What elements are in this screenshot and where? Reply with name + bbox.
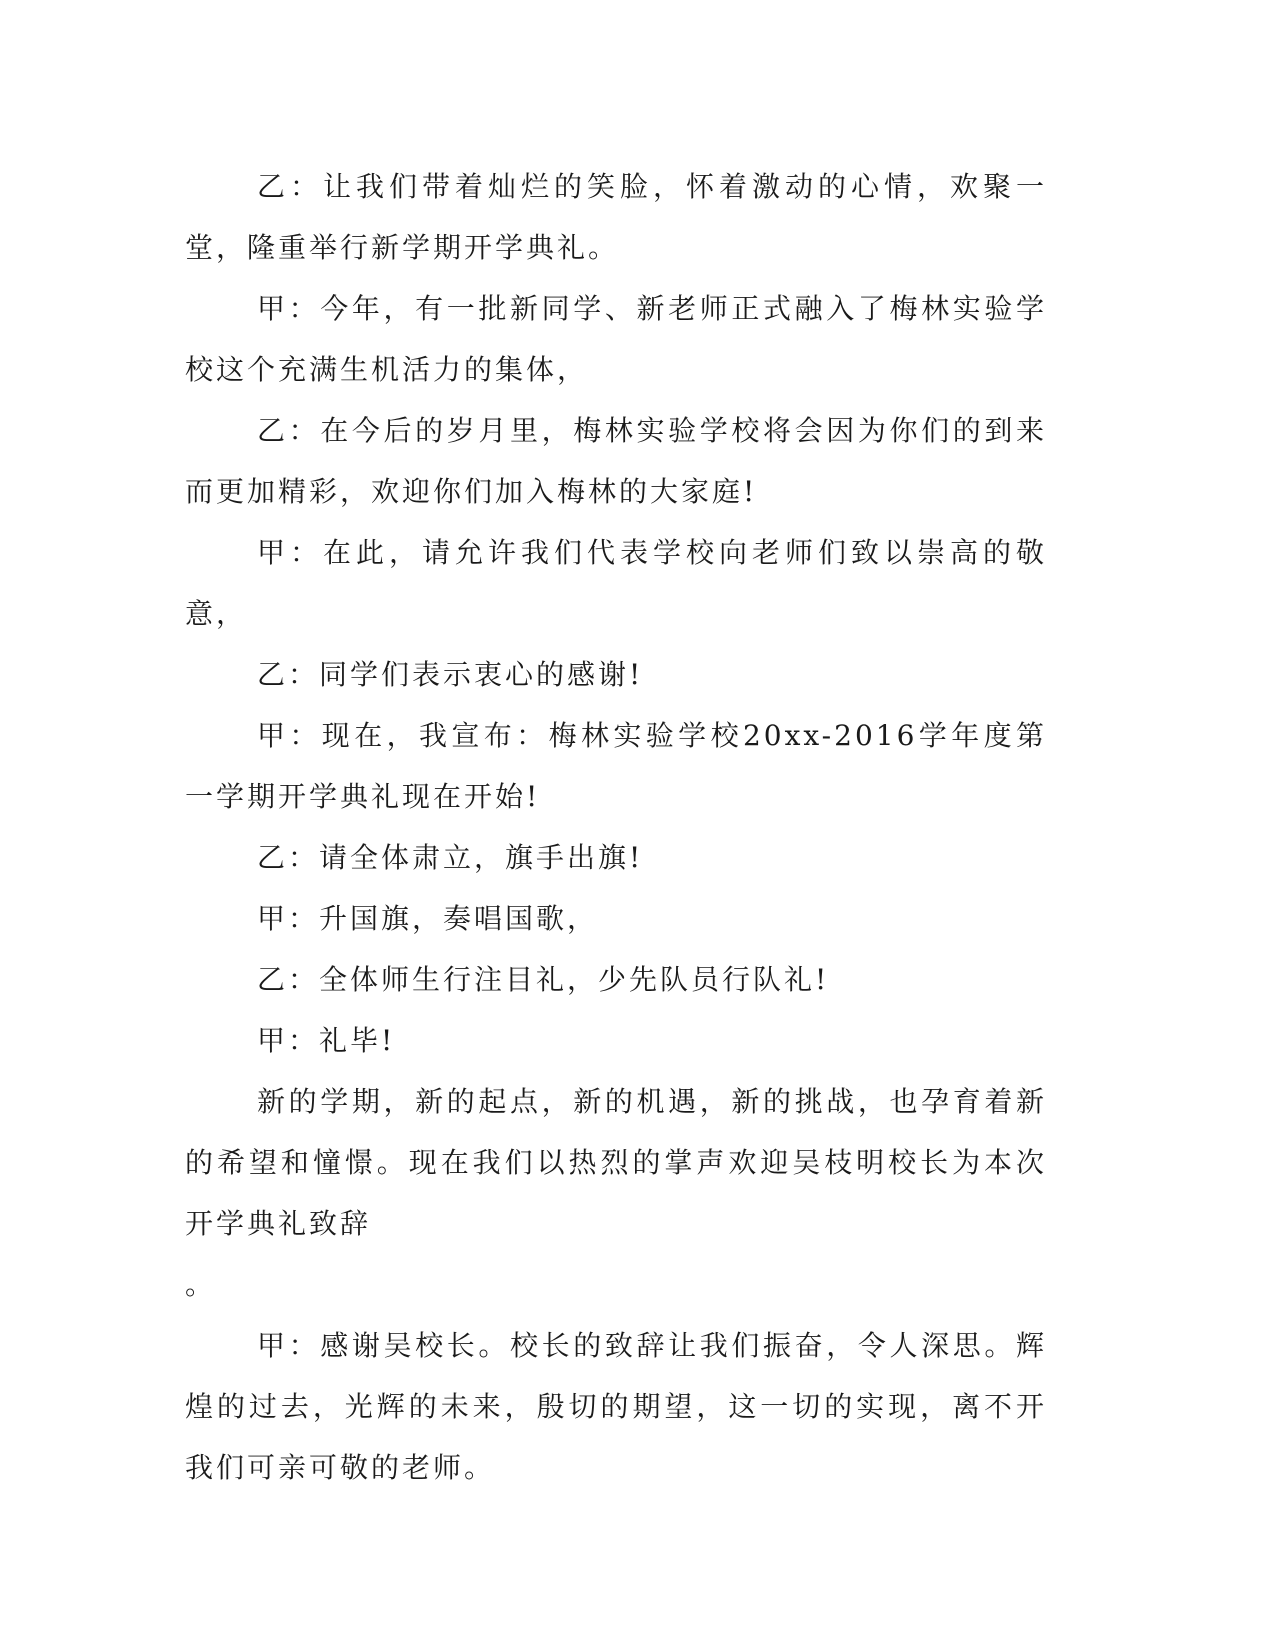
paragraph-4: 甲：在此，请允许我们代表学校向老师们致以崇高的敬意， — [185, 536, 1047, 630]
paragraph-11: 新的学期，新的起点，新的机遇，新的挑战，也孕育着新的希望和憧憬。现在我们以热烈的掌声欢迎吴枝明校长为本次开学典礼致辞 — [185, 1085, 1047, 1240]
paragraph-3: 乙：在今后的岁月里，梅林实验学校将会因为你们的到来而更加精彩，欢迎你们加入梅林的大家庭! — [185, 414, 1047, 508]
paragraph-6: 甲：现在，我宣布：梅林实验学校20xx-2016学年度第一学期开学典礼现在开始! — [185, 719, 1047, 813]
paragraph-10: 甲：礼毕! — [257, 1024, 396, 1057]
paragraph-7: 乙：请全体肃立，旗手出旗! — [257, 841, 644, 874]
paragraph-12: 。 — [185, 1268, 217, 1301]
paragraph-2: 甲：今年，有一批新同学、新老师正式融入了梅林实验学校这个充满生机活力的集体， — [185, 292, 1047, 386]
paragraph-13: 甲：感谢吴校长。校长的致辞让我们振奋，令人深思。辉煌的过去，光辉的未来，殷切的期望，这一切的实现，离不开我们可亲可敬的老师。 — [185, 1329, 1047, 1484]
paragraph-8: 甲：升国旗，奏唱国歌， — [257, 902, 599, 935]
paragraph-1: 乙：让我们带着灿烂的笑脸，怀着激动的心情，欢聚一堂，隆重举行新学期开学典礼。 — [185, 170, 1047, 264]
document-body — [185, 156, 1047, 1498]
paragraph-9: 乙：全体师生行注目礼，少先队员行队礼! — [257, 963, 830, 996]
paragraph-5: 乙：同学们表示衷心的感谢! — [257, 658, 644, 691]
